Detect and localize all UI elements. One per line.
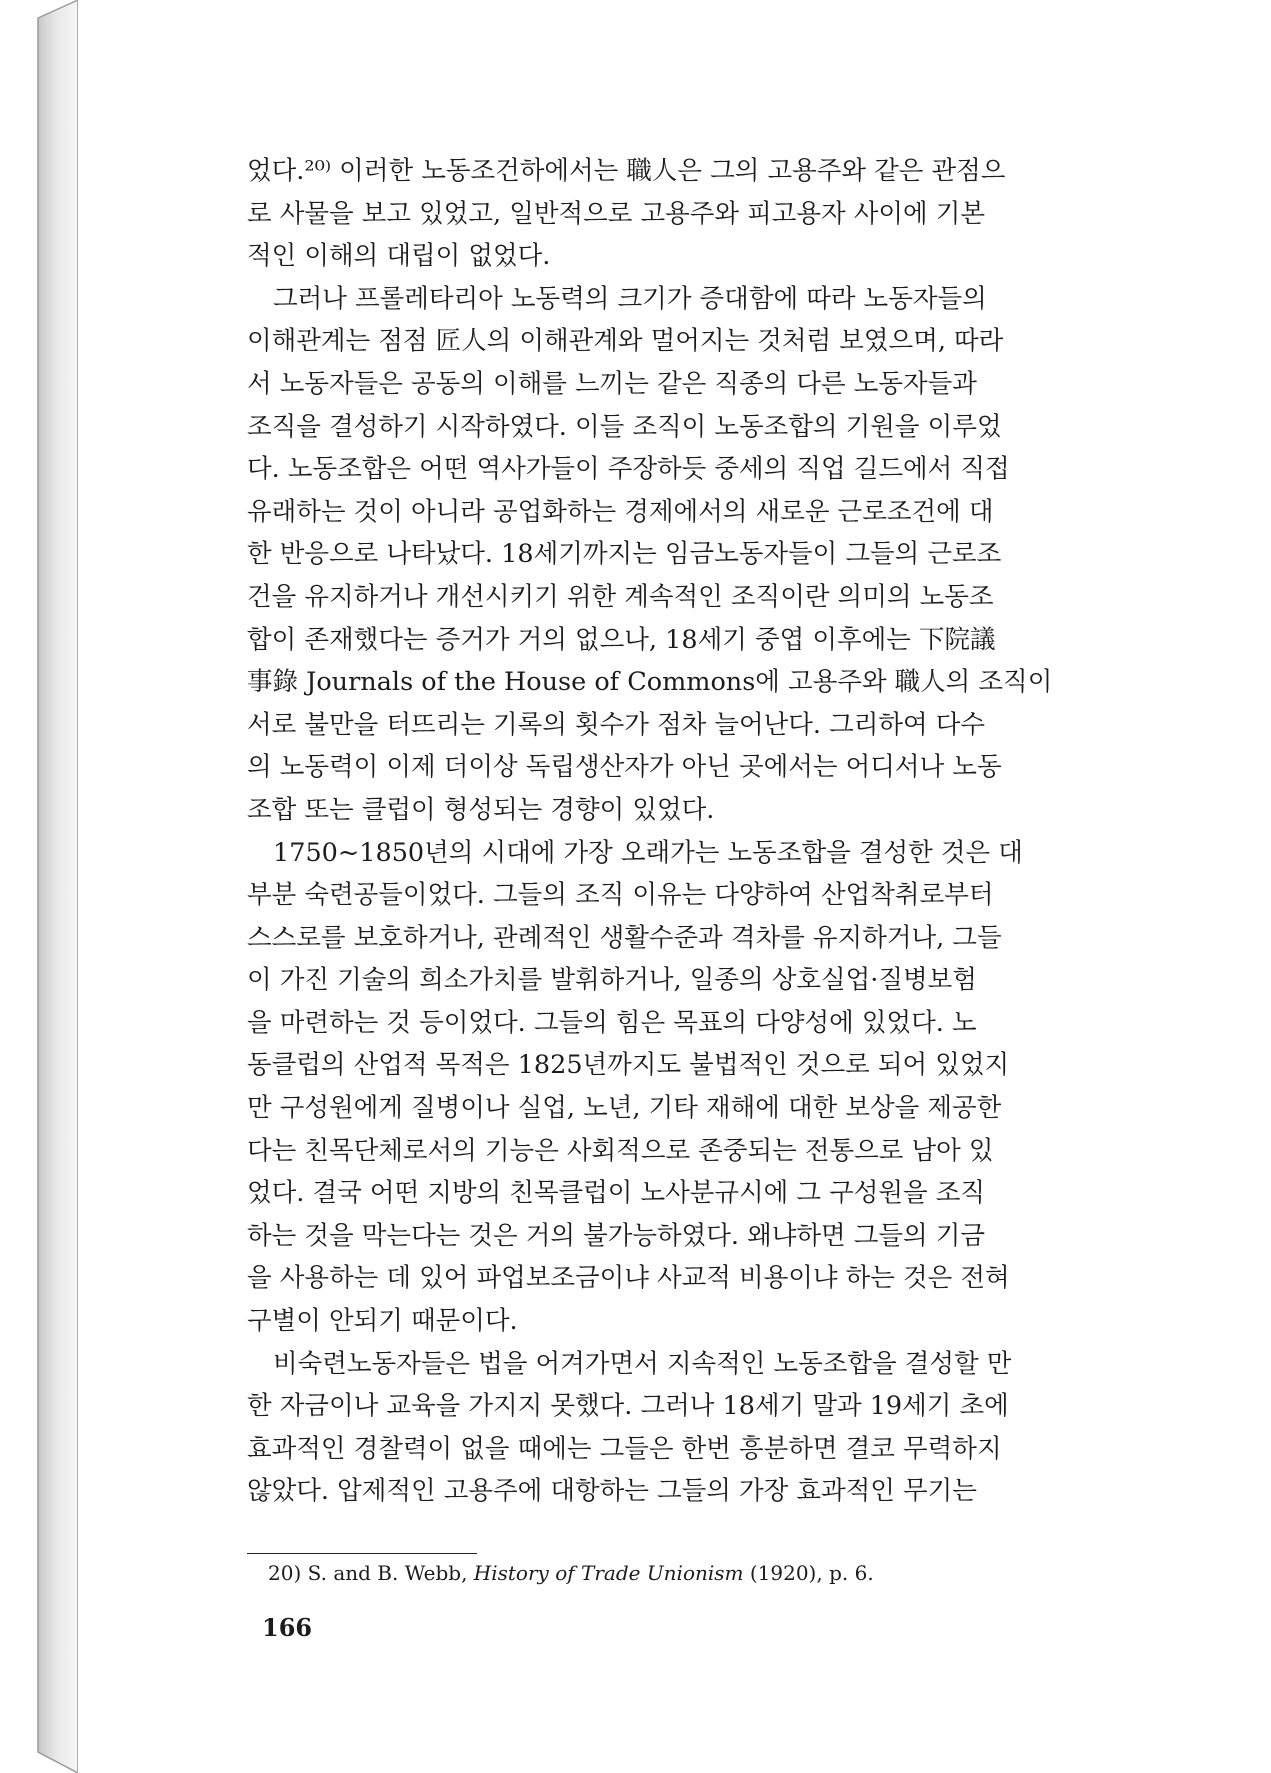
footnote-details: (1920), p. 6. [749, 1561, 874, 1585]
paragraph-2: 그러나 프롤레타리아 노동력의 크기가 증대함에 따라 노동자들의 이해관계는 점점 匠人의 이해관계와 멀어지는 것처럼 보였으며, 따라 서 노동자들은 공동의 이해를 느끼는 같은 직종의 다른 노동자들과 조직을 결성하기 시작하였다. 이들 조직이 노동조합의 기원을 이루었 다. 노동조합은 어떤 역사가들이 주장하듯 중세의 직업 길드에서 직접 유래하는 것이 아니라 공업화하는 경제에서의 새로운 근로조건에 대 한 반응으로 나타났다. 18세기까지는 임금노동자들이 그들의 근로조 건을 유지하거나 개선시키기 위한 계속적인 조직이란 의미의 노동조 합이 존재했다는 증거가 거의 없으나, 18세기 중엽 이후에는 下院議 事錄 Journals of the House of Commons에 고용주와 職人의 조직이 서로 불만을 터뜨리는 기록의 횟수가 점차 늘어난다. 그리하여 다수 의 노동력이 이제 더이상 독립생산자가 아닌 곳에서는 어디서나 노동 조합 또는 클럽이 형성되는 경향이 있었다. [247, 283, 1053, 825]
footnote-divider [247, 1553, 477, 1554]
footnote-title: History of Trade Unionism [473, 1561, 744, 1585]
paragraph-1: 었다.²⁰⁾ 이러한 노동조건하에서는 職人은 그의 고용주와 같은 관점으 로 사물을 보고 있었고, 일반적으로 고용주와 피고용자 사이에 기본 적인 이해의 대립이 없었다. [247, 156, 1006, 272]
footnote-authors: S. and B. Webb, [307, 1561, 468, 1585]
paragraph-3: 1750~1850년의 시대에 가장 오래가는 노동조합을 결성한 것은 대 부분 숙련공들이었다. 그들의 조직 이유는 다양하여 산업착취로부터 스스로를 보호하거나, 관례적인 생활수준과 격차를 유지하거나, 그들 이 가진 기술의 희소가치를 발휘하거나, 일종의 상호실업·질병보험 을 마련하는 것 등이었다. 그들의 힘은 목표의 다양성에 있었다. 노 동클럽의 산업적 목적은 1825년까지도 불법적인 것으로 되어 있었지 만 구성원에게 질병이나 실업, 노년, 기타 재해에 대한 보상을 제공한 다는 친목단체로서의 기능은 사회적으로 존중되는 전통으로 남아 있 었다. 결국 어떤 지방의 친목클럽이 노사분규시에 그 구성원을 조직 하는 것을 막는다는 것은 거의 불가능하였다. 왜냐하면 그들의 기금 을 사용하는 데 있어 파업보조금이냐 사교적 비용이냐 하는 것은 전혀 구별이 안되기 때문이다. [247, 837, 1023, 1337]
footnote-marker: 20) [268, 1561, 302, 1585]
paragraph-4: 비숙련노동자들은 법을 어겨가면서 지속적인 노동조합을 결성할 만 한 자금이나 교육을 가지지 못했다. 그러나 18세기 말과 19세기 초에 효과적인 경찰력이 없을 때에는 그들은 한번 흥분하면 결코 무력하지 않았다. 압제적인 고용주에 대항하는 그들의 가장 효과적인 무기는 [247, 1348, 1012, 1507]
book-spine [0, 0, 80, 1773]
body-text [247, 150, 1117, 1513]
footnote [268, 1558, 1068, 1588]
page-number: 166 [262, 1613, 313, 1642]
